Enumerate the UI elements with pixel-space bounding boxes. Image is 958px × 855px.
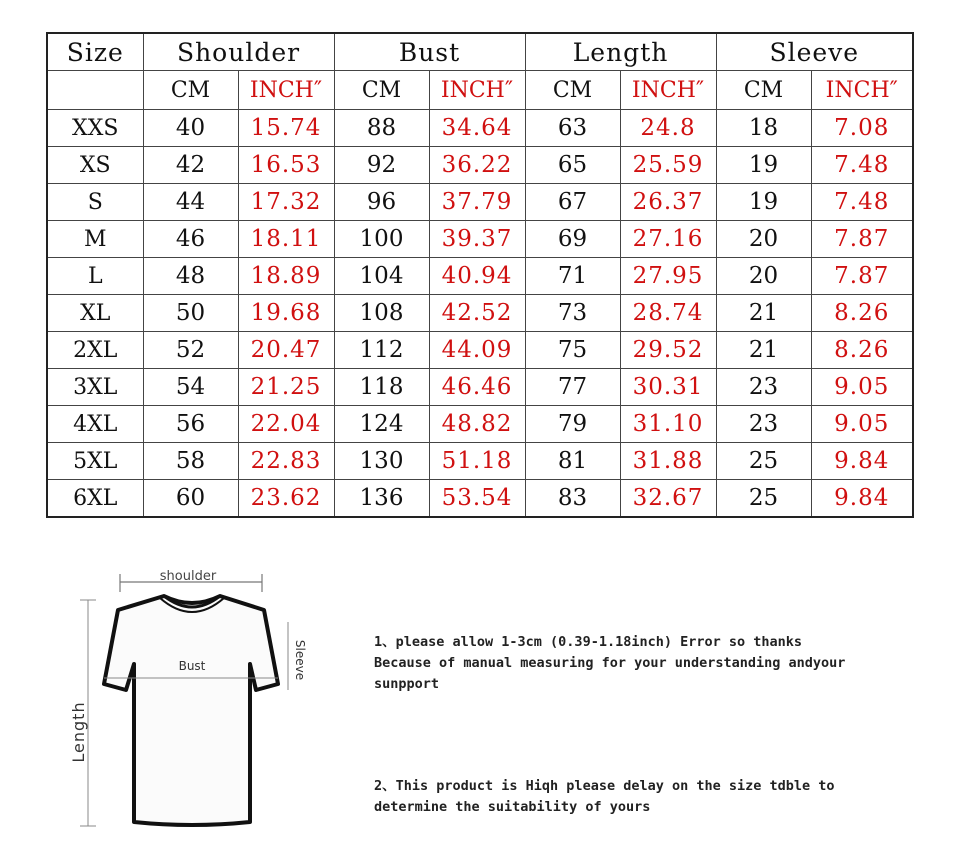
sleeve-label: Sleeve	[293, 639, 307, 681]
unit-cm-header: CM	[525, 71, 620, 110]
size-header: Size	[47, 33, 143, 71]
table-row	[47, 332, 913, 369]
inch-value-cell: 7.87	[811, 258, 913, 295]
inch-value-cell: 27.16	[620, 221, 716, 258]
tshirt-outline	[104, 596, 278, 825]
inch-value-cell: 24.8	[620, 110, 716, 147]
inch-value-cell: 31.88	[620, 443, 716, 480]
bust-label: Bust	[178, 659, 206, 673]
inch-value-cell: 23.62	[238, 480, 334, 518]
note-1-line-1: 1、please allow 1-3cm (0.39-1.18inch) Error so thanks	[374, 634, 803, 650]
inch-value-cell: 48.82	[429, 406, 525, 443]
inch-value-cell: 27.95	[620, 258, 716, 295]
cm-value-cell: 54	[143, 369, 238, 406]
inch-value-cell: 30.31	[620, 369, 716, 406]
cm-value-cell: 23	[716, 369, 811, 406]
inch-value-cell: 20.47	[238, 332, 334, 369]
inch-value-cell: 9.05	[811, 406, 913, 443]
inch-value-cell: 21.25	[238, 369, 334, 406]
group-header-sleeve: Sleeve	[716, 33, 913, 71]
inch-value-cell: 34.64	[429, 110, 525, 147]
inch-value-cell: 22.04	[238, 406, 334, 443]
cm-value-cell: 79	[525, 406, 620, 443]
cm-value-cell: 118	[334, 369, 429, 406]
cm-value-cell: 88	[334, 110, 429, 147]
cm-value-cell: 58	[143, 443, 238, 480]
unit-cm-header: CM	[716, 71, 811, 110]
unit-cm-header: CM	[334, 71, 429, 110]
inch-value-cell: 7.48	[811, 147, 913, 184]
size-label-cell: L	[47, 258, 143, 295]
size-label-cell: 3XL	[47, 369, 143, 406]
cm-value-cell: 21	[716, 332, 811, 369]
cm-value-cell: 40	[143, 110, 238, 147]
length-label: Length	[69, 701, 88, 763]
inch-value-cell: 37.79	[429, 184, 525, 221]
inch-value-cell: 19.68	[238, 295, 334, 332]
inch-value-cell: 31.10	[620, 406, 716, 443]
cm-value-cell: 21	[716, 295, 811, 332]
group-header-shoulder: Shoulder	[143, 33, 334, 71]
group-header-row	[47, 33, 913, 71]
note-1-line-3: sunpport	[374, 676, 440, 692]
table-row	[47, 221, 913, 258]
table-row	[47, 147, 913, 184]
inch-value-cell: 51.18	[429, 443, 525, 480]
inch-value-cell: 36.22	[429, 147, 525, 184]
cm-value-cell: 92	[334, 147, 429, 184]
inch-value-cell: 32.67	[620, 480, 716, 518]
table-row	[47, 443, 913, 480]
notes-section	[374, 632, 934, 815]
cm-value-cell: 56	[143, 406, 238, 443]
inch-value-cell: 18.11	[238, 221, 334, 258]
size-label-cell: XXS	[47, 110, 143, 147]
inch-value-cell: 7.08	[811, 110, 913, 147]
inch-value-cell: 17.32	[238, 184, 334, 221]
cm-value-cell: 77	[525, 369, 620, 406]
cm-value-cell: 69	[525, 221, 620, 258]
inch-value-cell: 15.74	[238, 110, 334, 147]
unit-header-row	[47, 71, 913, 110]
size-label-cell: M	[47, 221, 143, 258]
inch-value-cell: 9.84	[811, 480, 913, 518]
inch-value-cell: 39.37	[429, 221, 525, 258]
size-label-cell: S	[47, 184, 143, 221]
cm-value-cell: 65	[525, 147, 620, 184]
inch-value-cell: 9.84	[811, 443, 913, 480]
cm-value-cell: 23	[716, 406, 811, 443]
table-row	[47, 184, 913, 221]
size-rows	[47, 110, 913, 518]
table-row	[47, 258, 913, 295]
inch-value-cell: 26.37	[620, 184, 716, 221]
size-label-cell: 4XL	[47, 406, 143, 443]
inch-value-cell: 7.48	[811, 184, 913, 221]
size-label-cell: XL	[47, 295, 143, 332]
cm-value-cell: 18	[716, 110, 811, 147]
cm-value-cell: 73	[525, 295, 620, 332]
size-label-cell: 2XL	[47, 332, 143, 369]
inch-value-cell: 9.05	[811, 369, 913, 406]
cm-value-cell: 48	[143, 258, 238, 295]
inch-value-cell: 44.09	[429, 332, 525, 369]
cm-value-cell: 83	[525, 480, 620, 518]
cm-value-cell: 46	[143, 221, 238, 258]
note-2-line-1: 2、This product is Hiqh please delay on the size tdble to	[374, 778, 835, 794]
size-label-cell: 6XL	[47, 480, 143, 518]
inch-value-cell: 16.53	[238, 147, 334, 184]
cm-value-cell: 136	[334, 480, 429, 518]
table-row	[47, 480, 913, 518]
cm-value-cell: 96	[334, 184, 429, 221]
cm-value-cell: 130	[334, 443, 429, 480]
cm-value-cell: 42	[143, 147, 238, 184]
inch-value-cell: 28.74	[620, 295, 716, 332]
unit-inch-header: INCH″	[811, 71, 913, 110]
note-2-line-2: determine the suitability of yours	[374, 799, 651, 815]
note-1	[374, 632, 934, 695]
inch-value-cell: 29.52	[620, 332, 716, 369]
group-header-bust: Bust	[334, 33, 525, 71]
cm-value-cell: 108	[334, 295, 429, 332]
inch-value-cell: 53.54	[429, 480, 525, 518]
size-label-cell: 5XL	[47, 443, 143, 480]
inch-value-cell: 25.59	[620, 147, 716, 184]
cm-value-cell: 20	[716, 221, 811, 258]
cm-value-cell: 20	[716, 258, 811, 295]
inch-value-cell: 8.26	[811, 295, 913, 332]
cm-value-cell: 60	[143, 480, 238, 518]
inch-value-cell: 7.87	[811, 221, 913, 258]
cm-value-cell: 71	[525, 258, 620, 295]
cm-value-cell: 112	[334, 332, 429, 369]
group-header-length: Length	[525, 33, 716, 71]
table-row	[47, 406, 913, 443]
inch-value-cell: 8.26	[811, 332, 913, 369]
inch-value-cell: 42.52	[429, 295, 525, 332]
unit-inch-header: INCH″	[620, 71, 716, 110]
cm-value-cell: 104	[334, 258, 429, 295]
cm-value-cell: 25	[716, 480, 811, 518]
inch-value-cell: 40.94	[429, 258, 525, 295]
unit-inch-header: INCH″	[238, 71, 334, 110]
cm-value-cell: 19	[716, 184, 811, 221]
inch-value-cell: 46.46	[429, 369, 525, 406]
cm-value-cell: 124	[334, 406, 429, 443]
cm-value-cell: 44	[143, 184, 238, 221]
cm-value-cell: 25	[716, 443, 811, 480]
cm-value-cell: 81	[525, 443, 620, 480]
cm-value-cell: 67	[525, 184, 620, 221]
cm-value-cell: 52	[143, 332, 238, 369]
empty-header-cell	[47, 71, 143, 110]
cm-value-cell: 19	[716, 147, 811, 184]
cm-value-cell: 50	[143, 295, 238, 332]
table-row	[47, 110, 913, 147]
note-1-line-2: Because of manual measuring for your understanding andyour	[374, 655, 846, 671]
cm-value-cell: 63	[525, 110, 620, 147]
cm-value-cell: 75	[525, 332, 620, 369]
note-2	[374, 776, 934, 818]
table-row	[47, 369, 913, 406]
shoulder-label: shoulder	[159, 569, 217, 584]
unit-cm-header: CM	[143, 71, 238, 110]
unit-inch-header: INCH″	[429, 71, 525, 110]
size-chart-table	[46, 32, 914, 518]
table-row	[47, 295, 913, 332]
inch-value-cell: 18.89	[238, 258, 334, 295]
tshirt-measurement-diagram	[64, 560, 324, 850]
size-label-cell: XS	[47, 147, 143, 184]
cm-value-cell: 100	[334, 221, 429, 258]
inch-value-cell: 22.83	[238, 443, 334, 480]
